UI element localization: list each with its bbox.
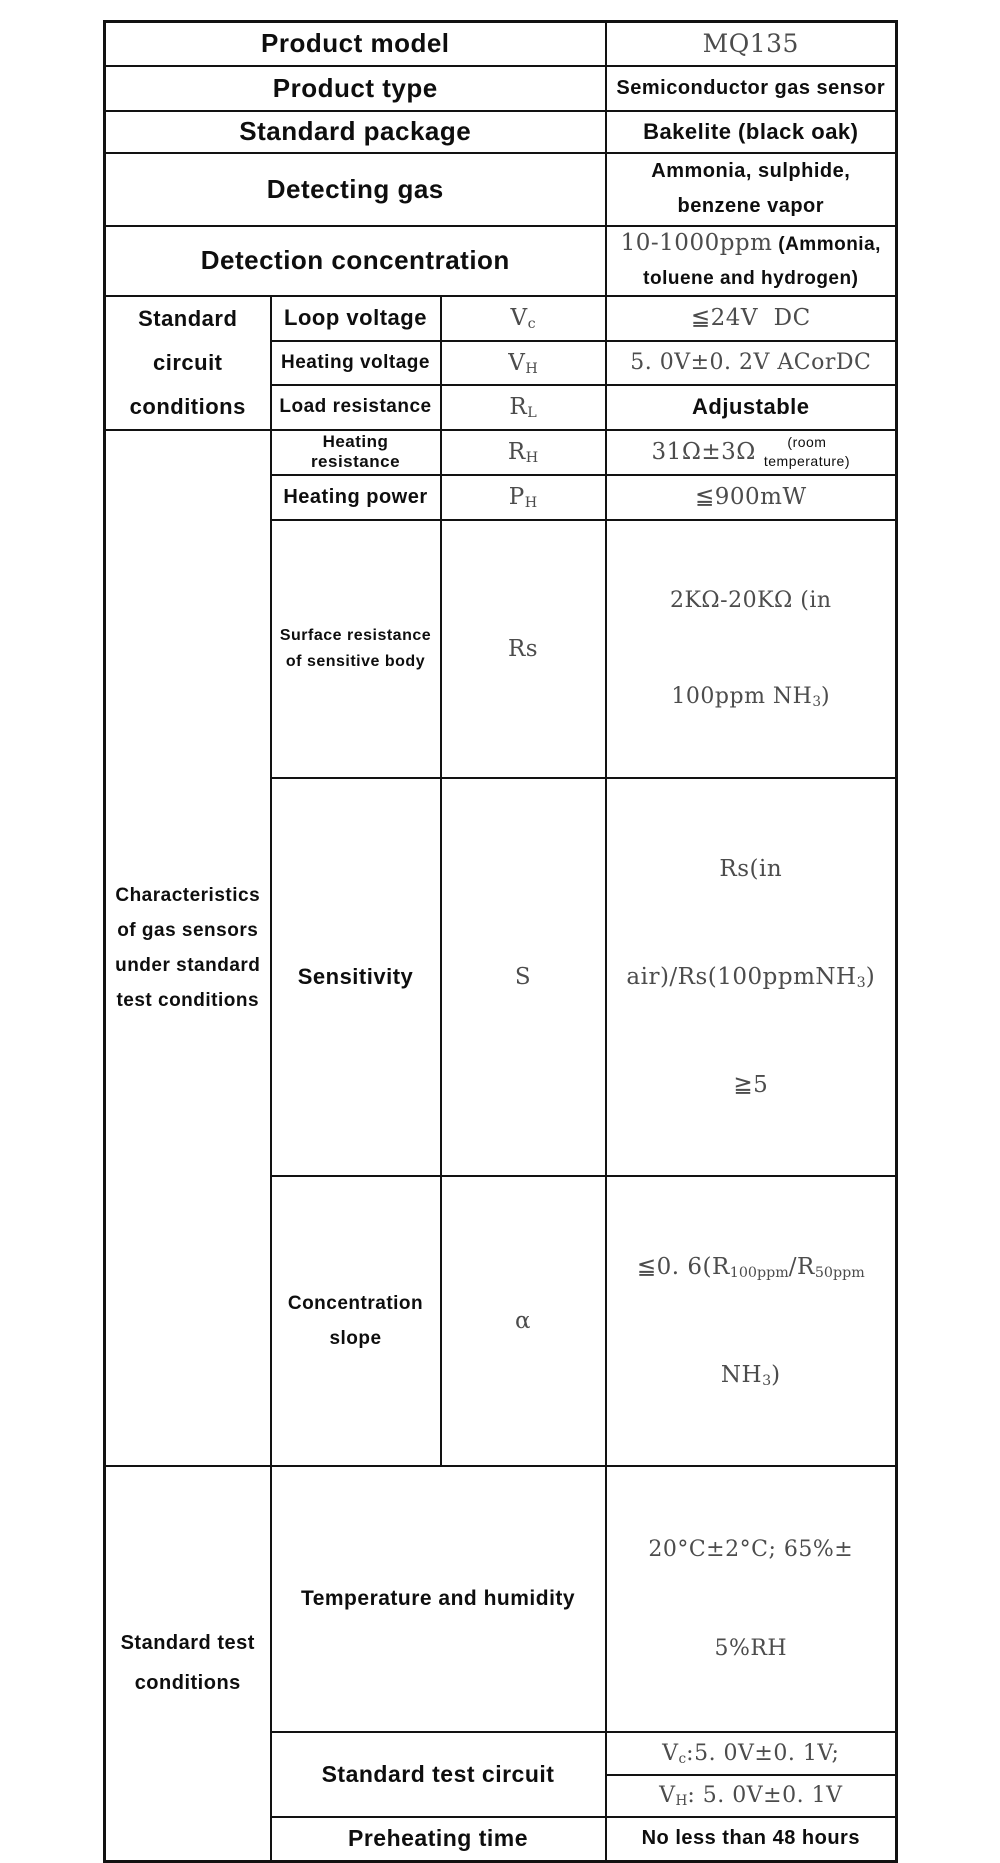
row-heating-resistance <box>105 430 897 475</box>
heating-voltage-value: 5. 0V±0. 2V ACorDC <box>606 341 897 385</box>
spec-table-container <box>103 20 898 1863</box>
loop-voltage-symbol: $V_c$ <box>441 296 606 341</box>
temperature-humidity-value-line1: 20°C±2°C; 65%± <box>648 1536 854 1562</box>
heating-voltage-param: Heating voltage <box>271 341 441 385</box>
product-type-value: Semiconductor gas sensor <box>606 66 897 111</box>
row-standard-package <box>105 111 897 153</box>
detecting-gas-value-line1: Ammonia, sulphide, <box>651 160 851 182</box>
detecting-gas-value <box>606 153 897 226</box>
concentration-slope-param-line1: Concentration <box>287 1292 424 1314</box>
circuit-section-line1: Standard <box>138 305 238 331</box>
detection-concentration-range: 10-1000ppm <box>620 229 773 256</box>
load-resistance-symbol: $R_L$ <box>441 385 606 430</box>
product-model-label: Product model <box>105 22 606 66</box>
surface-resistance-value-line1: 2KΩ-20KΩ (in <box>670 587 832 613</box>
heating-power-value: ≦900mW <box>606 475 897 520</box>
concentration-slope-param <box>271 1176 441 1466</box>
heating-resistance-note-line1: (room <box>787 434 827 450</box>
test-section-line1: Standard test <box>120 1632 255 1655</box>
characteristics-section-line2: of gas sensors <box>117 919 259 941</box>
characteristics-section-line3: under standard <box>115 954 261 976</box>
preheating-time-value: No less than 48 hours <box>606 1817 897 1862</box>
product-model-value: MQ135 <box>606 22 897 66</box>
concentration-slope-symbol: α <box>441 1176 606 1466</box>
standard-package-label: Standard package <box>105 111 606 153</box>
test-section-line2: conditions <box>134 1672 241 1695</box>
sensitivity-value <box>606 778 897 1176</box>
concentration-slope-value-line2: $NH_3$) <box>720 1361 781 1389</box>
heating-resistance-value-note <box>764 433 850 471</box>
heating-resistance-value-main: 31Ω±3Ω <box>651 439 756 465</box>
standard-package-value: Bakelite (black oak) <box>606 111 897 153</box>
heating-resistance-param: Heating resistance <box>271 430 441 475</box>
sensitivity-param: Sensitivity <box>271 778 441 1176</box>
row-detecting-gas <box>105 153 897 226</box>
sensitivity-value-line1: Rs(in <box>719 855 783 882</box>
preheating-time-param: Preheating time <box>271 1817 606 1862</box>
circuit-section-line3: conditions <box>129 393 246 419</box>
concentration-slope-value-line1: ≦0. $6(R_{100ppm}/R_{50ppm}$ <box>636 1253 865 1281</box>
characteristics-section-line4: test conditions <box>116 989 260 1011</box>
surface-resistance-value-line2: 100ppm $NH_3$) <box>671 683 831 710</box>
characteristics-section-line1: Characteristics <box>115 884 261 906</box>
temperature-humidity-param: Temperature and humidity <box>271 1466 606 1732</box>
row-product-type <box>105 66 897 111</box>
detecting-gas-value-line2: benzene vapor <box>677 195 825 217</box>
heating-resistance-symbol: $R_H$ <box>441 430 606 475</box>
loop-voltage-value: ≦24V DC <box>606 296 897 341</box>
mq135-spec-table <box>103 20 898 1863</box>
detection-concentration-label: Detection concentration <box>105 226 606 296</box>
row-loop-voltage <box>105 296 897 341</box>
heating-resistance-note-line2: temperature) <box>763 453 851 469</box>
concentration-slope-value <box>606 1176 897 1466</box>
characteristics-section-label <box>105 430 271 1466</box>
loop-voltage-param: Loop voltage <box>271 296 441 341</box>
detecting-gas-label: Detecting gas <box>105 153 606 226</box>
heating-power-symbol: $P_H$ <box>441 475 606 520</box>
detection-concentration-line1 <box>611 227 892 262</box>
standard-test-circuit-param: Standard test circuit <box>271 1732 606 1817</box>
test-section-label <box>105 1466 271 1862</box>
detection-concentration-note1: (Ammonia, <box>772 233 881 255</box>
load-resistance-param: Load resistance <box>271 385 441 430</box>
heating-power-param: Heating power <box>271 475 441 520</box>
surface-resistance-symbol: Rs <box>441 520 606 778</box>
circuit-section-label <box>105 296 271 430</box>
sensitivity-value-line3: ≧5 <box>733 1071 769 1098</box>
heating-resistance-value <box>606 430 897 475</box>
row-temperature-humidity <box>105 1466 897 1732</box>
temperature-humidity-value-line2: 5%RH <box>714 1635 788 1661</box>
sensitivity-symbol: S <box>441 778 606 1176</box>
circuit-section-line2: circuit <box>152 349 223 375</box>
row-detection-concentration <box>105 226 897 296</box>
sensitivity-value-line2: air)/Rs(100ppmNH$_3$) <box>626 963 876 991</box>
load-resistance-value: Adjustable <box>606 385 897 430</box>
concentration-slope-param-line2: slope <box>329 1327 382 1349</box>
detection-concentration-value <box>606 226 897 296</box>
detection-concentration-note2: toluene and hydrogen) <box>643 267 859 289</box>
surface-resistance-param-line2: of sensitive body <box>285 652 426 670</box>
product-type-label: Product type <box>105 66 606 111</box>
row-product-model <box>105 22 897 66</box>
surface-resistance-value <box>606 520 897 778</box>
surface-resistance-param-line1: Surface resistance <box>279 626 432 644</box>
standard-test-circuit-value-bottom: $V_H$: 5. 0V±0. 1V <box>606 1775 897 1817</box>
standard-test-circuit-value-top: $V_c:5$. 0V±0. 1V; <box>606 1732 897 1775</box>
heating-voltage-symbol: $V_H$ <box>441 341 606 385</box>
surface-resistance-param <box>271 520 441 778</box>
temperature-humidity-value <box>606 1466 897 1732</box>
